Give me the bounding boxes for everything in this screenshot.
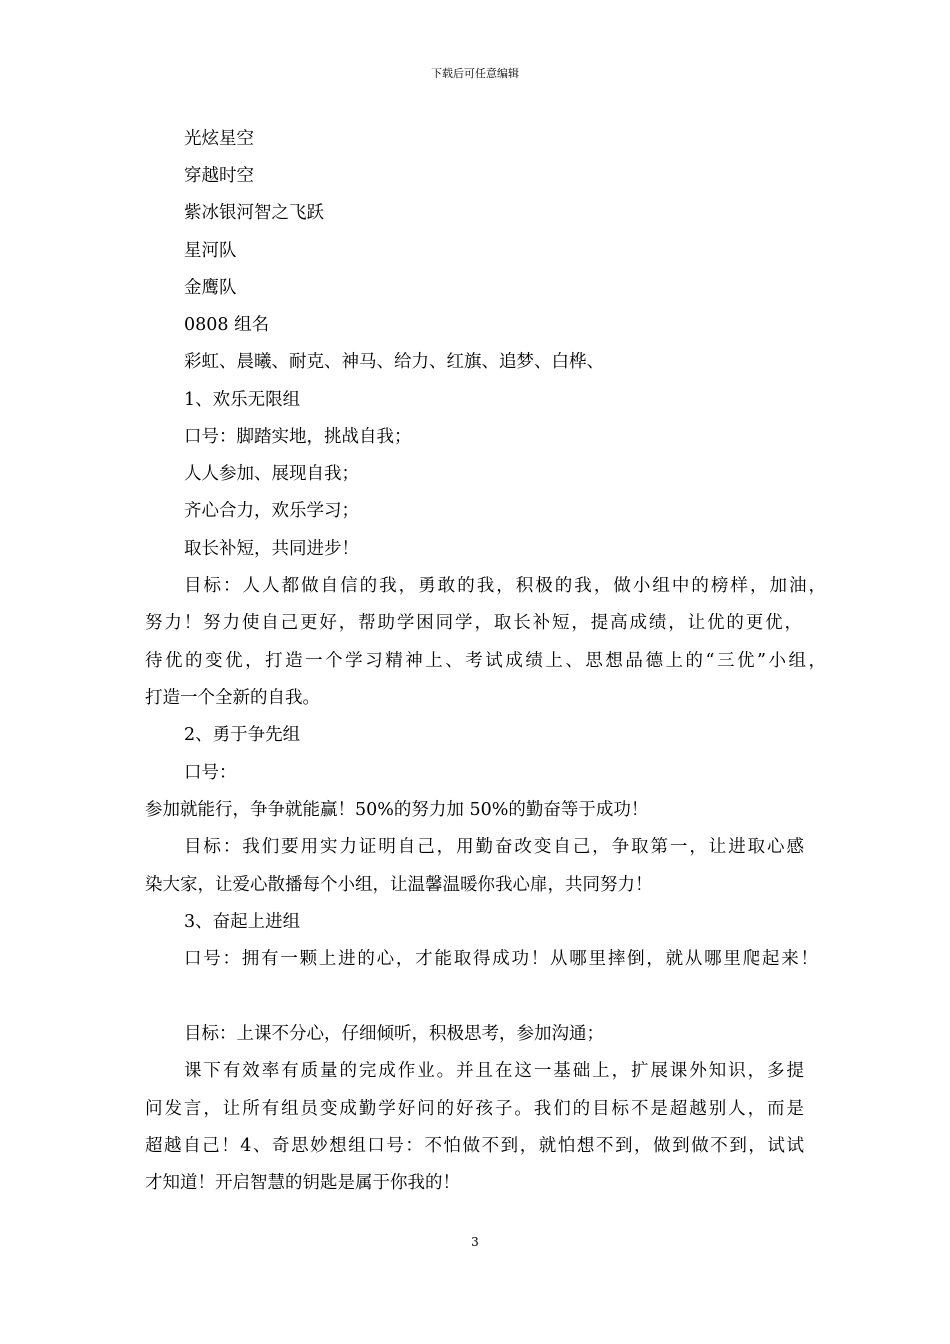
text-line: 紫冰银河智之飞跃 [184,203,324,223]
text-line: 穿越时空 [184,166,254,186]
text-line: 待优的变优，打造一个学习精神上、考试成绩上、思想品德上的“三优”小组， [145,651,826,671]
text-line: 目标：我们要用实力证明自己，用勤奋改变自己，争取第一，让进取心感 [184,837,804,857]
text-line: 超越自己！4、奇思妙想组口号：不怕做不到，就怕想不到，做到做不到，试试 [145,1136,804,1156]
section-heading: 2、勇于争先组 [184,725,301,745]
page-number: 3 [471,1235,479,1249]
text-line: 口号： [184,763,237,783]
text-line: 口号：拥有一颗上进的心，才能取得成功！从哪里摔倒，就从哪里爬起来！ [184,949,818,969]
text-line: 齐心合力，欢乐学习； [184,501,359,521]
text-line: 0808 组名 [184,315,270,335]
text-line: 才知道！开启智慧的钥匙是属于你我的！ [145,1173,460,1193]
text-line: 取长补短，共同进步！ [184,539,359,559]
text-line: 打造一个全新的自我。 [145,688,320,708]
text-line: 染大家，让爱心散播每个小组，让温馨温暖你我心扉，共同努力！ [145,875,653,895]
section-heading: 1、欢乐无限组 [184,390,301,410]
text-line: 星河队 [184,241,237,261]
text-line: 口号：脚踏实地，挑战自我； [184,427,412,447]
text-line: 光炫星空 [184,129,254,149]
text-line: 目标：人人都做自信的我，勇敢的我，积极的我，做小组中的榜样，加油， [184,576,826,596]
text-line: 课下有效率有质量的完成作业。并且在这一基础上，扩展课外知识，多提 [184,1061,804,1081]
text-line: 目标：上课不分心，仔细倾听，积极思考，参加沟通； [184,1024,604,1044]
text-line: 参加就能行，争争就能赢！50%的努力加 50%的勤奋等于成功！ [145,800,649,820]
text-line: 金鹰队 [184,278,237,298]
text-line: 彩虹、晨曦、耐克、神马、给力、红旗、追梦、白桦、 [184,352,604,372]
section-heading: 3、奋起上进组 [184,912,301,932]
page-header: 下载后可任意编辑 [431,67,519,80]
text-line: 问发言，让所有组员变成勤学好问的好孩子。我们的目标不是超越别人，而是 [145,1099,804,1119]
text-line: 人人参加、展现自我； [184,464,359,484]
text-line: 努力！努力使自己更好，帮助学困同学，取长补短，提高成绩，让优的更优， [145,613,802,633]
